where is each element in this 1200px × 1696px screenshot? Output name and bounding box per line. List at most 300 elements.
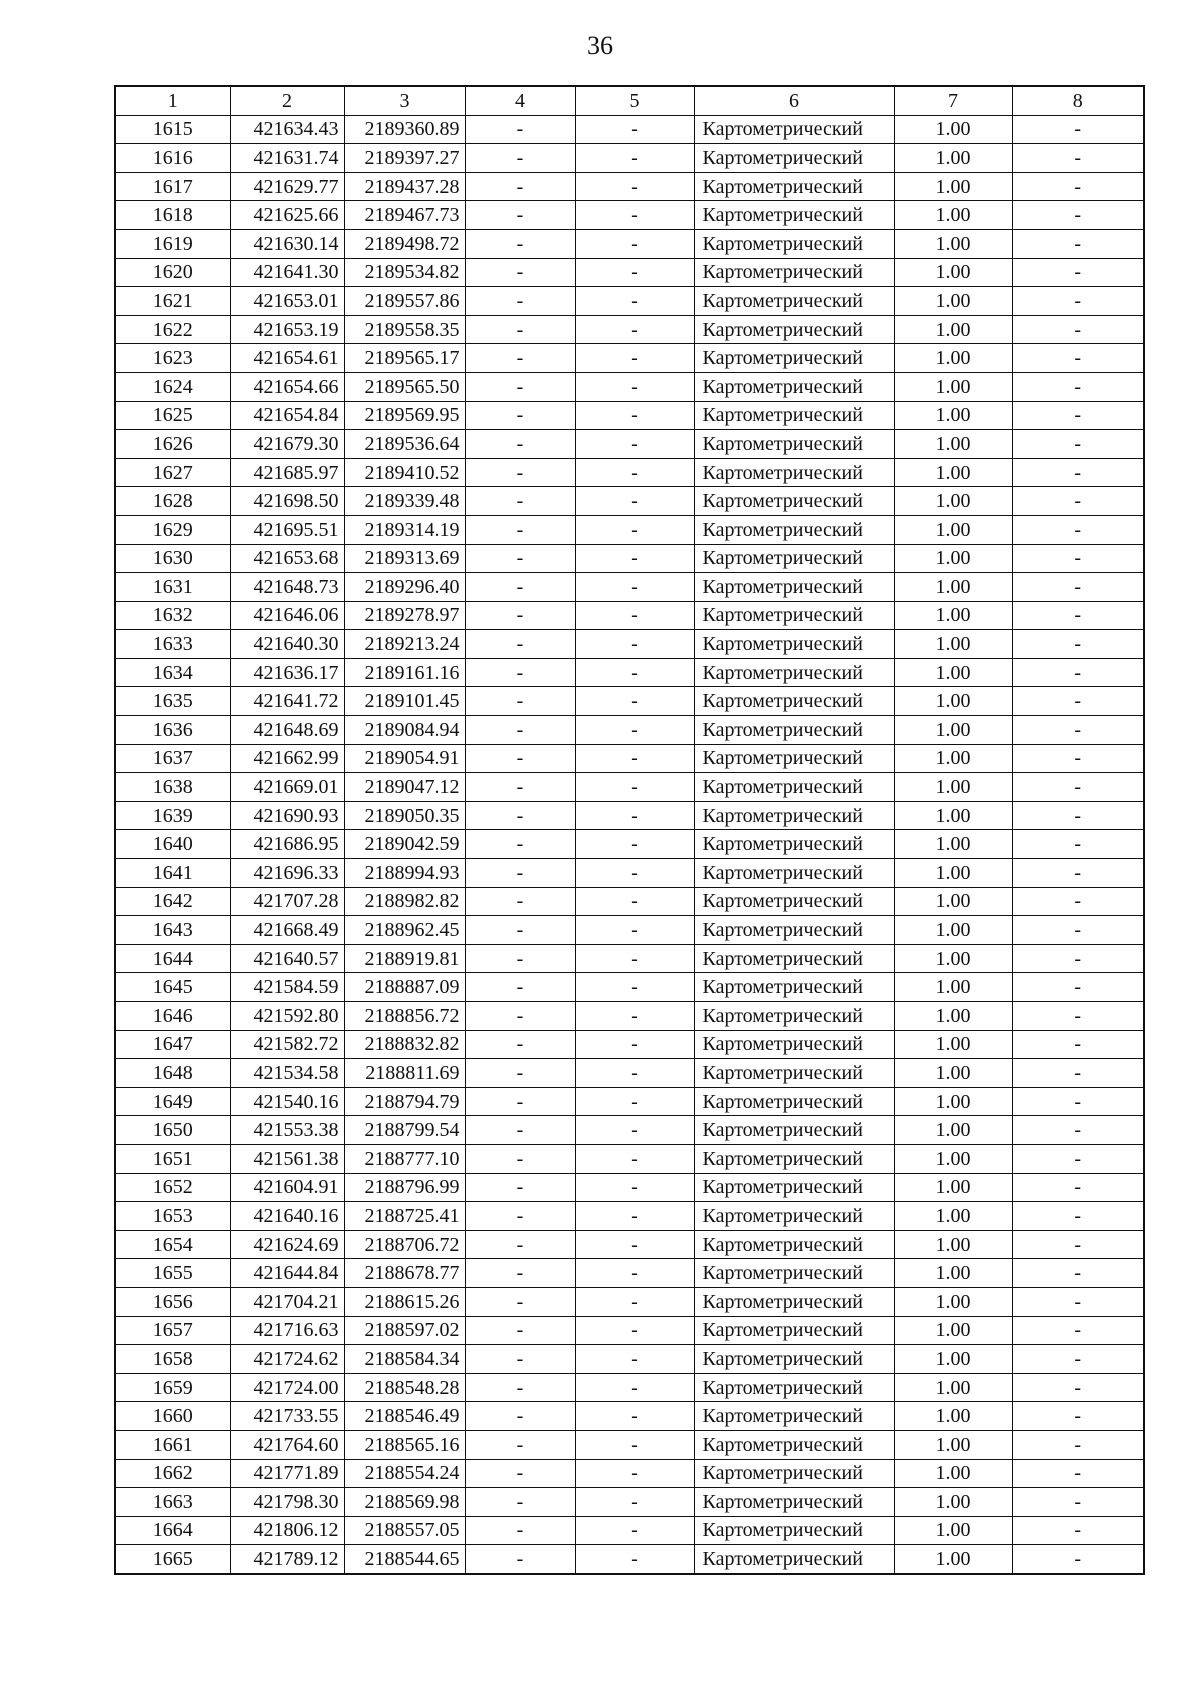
table-row [115,1059,1144,1088]
accuracy-cell: 1.00 [894,315,1012,344]
column-5-cell: - [575,1430,694,1459]
accuracy-cell: 1.00 [894,887,1012,916]
point-number-cell: 1637 [115,744,230,773]
table-row [115,1087,1144,1116]
x-coordinate-cell: 421789.12 [230,1545,344,1574]
table-row [115,1030,1144,1059]
table-row [115,1545,1144,1574]
column-5-cell: - [575,830,694,859]
method-cell: Картометрический [694,1173,894,1202]
page-number: 36 [587,31,613,60]
column-4-cell: - [465,315,575,344]
table-row [115,172,1144,201]
accuracy-cell: 1.00 [894,258,1012,287]
column-4-cell: - [465,773,575,802]
accuracy-cell: 1.00 [894,1116,1012,1145]
point-number-cell: 1631 [115,573,230,602]
point-number-cell: 1617 [115,172,230,201]
column-5-cell: - [575,515,694,544]
y-coordinate-cell: 2188706.72 [344,1230,465,1259]
column-4-cell: - [465,430,575,459]
column-4-cell: - [465,1430,575,1459]
accuracy-cell: 1.00 [894,630,1012,659]
column-8-cell: - [1012,544,1144,573]
accuracy-cell: 1.00 [894,859,1012,888]
column-4-cell: - [465,687,575,716]
table-row [115,1230,1144,1259]
column-8-cell: - [1012,1287,1144,1316]
point-number-cell: 1629 [115,515,230,544]
column-4-cell: - [465,1116,575,1145]
table-row [115,944,1144,973]
method-cell: Картометрический [694,1373,894,1402]
table-row [115,801,1144,830]
y-coordinate-cell: 2189042.59 [344,830,465,859]
y-coordinate-cell: 2188569.98 [344,1488,465,1517]
table-row [115,144,1144,173]
y-coordinate-cell: 2189278.97 [344,601,465,630]
x-coordinate-cell: 421540.16 [230,1087,344,1116]
column-8-cell: - [1012,1545,1144,1574]
point-number-cell: 1628 [115,487,230,516]
table-row [115,1259,1144,1288]
accuracy-cell: 1.00 [894,658,1012,687]
table-row [115,344,1144,373]
column-4-cell: - [465,458,575,487]
x-coordinate-cell: 421630.14 [230,229,344,258]
x-coordinate-cell: 421646.06 [230,601,344,630]
column-8-cell: - [1012,430,1144,459]
table-row [115,630,1144,659]
column-8-cell: - [1012,973,1144,1002]
point-number-cell: 1624 [115,372,230,401]
accuracy-cell: 1.00 [894,573,1012,602]
x-coordinate-cell: 421640.30 [230,630,344,659]
column-8-cell: - [1012,1516,1144,1545]
y-coordinate-cell: 2188544.65 [344,1545,465,1574]
method-cell: Картометрический [694,515,894,544]
table-row [115,916,1144,945]
table-row [115,515,1144,544]
y-coordinate-cell: 2189161.16 [344,658,465,687]
column-5-cell: - [575,1259,694,1288]
accuracy-cell: 1.00 [894,287,1012,316]
accuracy-cell: 1.00 [894,401,1012,430]
y-coordinate-cell: 2189534.82 [344,258,465,287]
x-coordinate-cell: 421582.72 [230,1030,344,1059]
column-4-cell: - [465,916,575,945]
y-coordinate-cell: 2189498.72 [344,229,465,258]
method-cell: Картометрический [694,1287,894,1316]
x-coordinate-cell: 421553.38 [230,1116,344,1145]
column-4-cell: - [465,1545,575,1574]
column-8-cell: - [1012,687,1144,716]
accuracy-cell: 1.00 [894,1059,1012,1088]
method-cell: Картометрический [694,144,894,173]
column-5-cell: - [575,315,694,344]
column-5-cell: - [575,630,694,659]
method-cell: Картометрический [694,487,894,516]
column-5-cell: - [575,944,694,973]
column-4-cell: - [465,1002,575,1031]
method-cell: Картометрический [694,1459,894,1488]
table-row [115,1459,1144,1488]
table-row [115,544,1144,573]
column-5-cell: - [575,1287,694,1316]
table-row [115,830,1144,859]
method-cell: Картометрический [694,1402,894,1431]
accuracy-cell: 1.00 [894,1373,1012,1402]
point-number-cell: 1646 [115,1002,230,1031]
column-5-cell: - [575,1545,694,1574]
point-number-cell: 1665 [115,1545,230,1574]
column-8-cell: - [1012,172,1144,201]
accuracy-cell: 1.00 [894,515,1012,544]
column-4-cell: - [465,1402,575,1431]
accuracy-cell: 1.00 [894,1345,1012,1374]
point-number-cell: 1650 [115,1116,230,1145]
column-5-cell: - [575,1402,694,1431]
accuracy-cell: 1.00 [894,744,1012,773]
point-number-cell: 1638 [115,773,230,802]
y-coordinate-cell: 2189569.95 [344,401,465,430]
column-5-cell: - [575,887,694,916]
point-number-cell: 1641 [115,859,230,888]
method-cell: Картометрический [694,1316,894,1345]
column-4-cell: - [465,744,575,773]
method-cell: Картометрический [694,973,894,1002]
x-coordinate-cell: 421662.99 [230,744,344,773]
accuracy-cell: 1.00 [894,944,1012,973]
column-5-cell: - [575,1059,694,1088]
column-4-cell: - [465,630,575,659]
column-header: 3 [344,86,465,115]
method-cell: Картометрический [694,916,894,945]
column-5-cell: - [575,201,694,230]
point-number-cell: 1660 [115,1402,230,1431]
column-5-cell: - [575,1173,694,1202]
column-8-cell: - [1012,773,1144,802]
point-number-cell: 1640 [115,830,230,859]
y-coordinate-cell: 2189047.12 [344,773,465,802]
column-4-cell: - [465,973,575,1002]
method-cell: Картометрический [694,801,894,830]
accuracy-cell: 1.00 [894,801,1012,830]
column-8-cell: - [1012,744,1144,773]
table-row [115,1202,1144,1231]
column-4-cell: - [465,544,575,573]
accuracy-cell: 1.00 [894,172,1012,201]
column-8-cell: - [1012,573,1144,602]
y-coordinate-cell: 2188548.28 [344,1373,465,1402]
column-8-cell: - [1012,658,1144,687]
x-coordinate-cell: 421733.55 [230,1402,344,1431]
accuracy-cell: 1.00 [894,344,1012,373]
accuracy-cell: 1.00 [894,830,1012,859]
accuracy-cell: 1.00 [894,1430,1012,1459]
method-cell: Картометрический [694,773,894,802]
accuracy-cell: 1.00 [894,1545,1012,1574]
column-8-cell: - [1012,916,1144,945]
y-coordinate-cell: 2189054.91 [344,744,465,773]
column-5-cell: - [575,372,694,401]
x-coordinate-cell: 421640.16 [230,1202,344,1231]
table-row [115,372,1144,401]
x-coordinate-cell: 421648.69 [230,716,344,745]
point-number-cell: 1623 [115,344,230,373]
table-row [115,1402,1144,1431]
table-header-row [115,86,1144,115]
x-coordinate-cell: 421724.62 [230,1345,344,1374]
table-row [115,1116,1144,1145]
point-number-cell: 1620 [115,258,230,287]
x-coordinate-cell: 421724.00 [230,1373,344,1402]
y-coordinate-cell: 2189565.50 [344,372,465,401]
column-5-cell: - [575,1116,694,1145]
y-coordinate-cell: 2188678.77 [344,1259,465,1288]
accuracy-cell: 1.00 [894,115,1012,144]
x-coordinate-cell: 421625.66 [230,201,344,230]
column-5-cell: - [575,1488,694,1517]
method-cell: Картометрический [694,658,894,687]
table-row [115,487,1144,516]
x-coordinate-cell: 421592.80 [230,1002,344,1031]
method-cell: Картометрический [694,687,894,716]
column-4-cell: - [465,887,575,916]
column-5-cell: - [575,401,694,430]
column-8-cell: - [1012,1116,1144,1145]
column-4-cell: - [465,1459,575,1488]
column-4-cell: - [465,944,575,973]
column-8-cell: - [1012,1059,1144,1088]
column-5-cell: - [575,172,694,201]
y-coordinate-cell: 2188557.05 [344,1516,465,1545]
column-4-cell: - [465,401,575,430]
column-8-cell: - [1012,372,1144,401]
table-row [115,773,1144,802]
column-8-cell: - [1012,344,1144,373]
x-coordinate-cell: 421641.30 [230,258,344,287]
column-8-cell: - [1012,630,1144,659]
column-5-cell: - [575,1087,694,1116]
accuracy-cell: 1.00 [894,773,1012,802]
method-cell: Картометрический [694,573,894,602]
column-5-cell: - [575,687,694,716]
column-4-cell: - [465,1287,575,1316]
column-8-cell: - [1012,1430,1144,1459]
accuracy-cell: 1.00 [894,1402,1012,1431]
column-header: 6 [694,86,894,115]
x-coordinate-cell: 421534.58 [230,1059,344,1088]
column-4-cell: - [465,1144,575,1173]
y-coordinate-cell: 2189084.94 [344,716,465,745]
point-number-cell: 1627 [115,458,230,487]
point-number-cell: 1634 [115,658,230,687]
y-coordinate-cell: 2188811.69 [344,1059,465,1088]
x-coordinate-cell: 421584.59 [230,973,344,1002]
method-cell: Картометрический [694,287,894,316]
column-4-cell: - [465,344,575,373]
x-coordinate-cell: 421653.68 [230,544,344,573]
method-cell: Картометрический [694,1545,894,1574]
column-5-cell: - [575,573,694,602]
y-coordinate-cell: 2189360.89 [344,115,465,144]
y-coordinate-cell: 2189296.40 [344,573,465,602]
table-row [115,601,1144,630]
method-cell: Картометрический [694,1059,894,1088]
x-coordinate-cell: 421631.74 [230,144,344,173]
point-number-cell: 1664 [115,1516,230,1545]
point-number-cell: 1661 [115,1430,230,1459]
column-4-cell: - [465,1373,575,1402]
column-8-cell: - [1012,1402,1144,1431]
table-row [115,687,1144,716]
y-coordinate-cell: 2188546.49 [344,1402,465,1431]
column-8-cell: - [1012,287,1144,316]
y-coordinate-cell: 2189565.17 [344,344,465,373]
column-8-cell: - [1012,115,1144,144]
table-row [115,1345,1144,1374]
table-row [115,401,1144,430]
accuracy-cell: 1.00 [894,1488,1012,1517]
column-4-cell: - [465,1087,575,1116]
method-cell: Картометрический [694,401,894,430]
point-number-cell: 1652 [115,1173,230,1202]
point-number-cell: 1625 [115,401,230,430]
y-coordinate-cell: 2189213.24 [344,630,465,659]
accuracy-cell: 1.00 [894,1259,1012,1288]
method-cell: Картометрический [694,1116,894,1145]
y-coordinate-cell: 2188982.82 [344,887,465,916]
x-coordinate-cell: 421686.95 [230,830,344,859]
method-cell: Картометрический [694,716,894,745]
y-coordinate-cell: 2189557.86 [344,287,465,316]
x-coordinate-cell: 421561.38 [230,1144,344,1173]
accuracy-cell: 1.00 [894,487,1012,516]
column-4-cell: - [465,1059,575,1088]
accuracy-cell: 1.00 [894,430,1012,459]
column-5-cell: - [575,344,694,373]
point-number-cell: 1644 [115,944,230,973]
column-8-cell: - [1012,1230,1144,1259]
accuracy-cell: 1.00 [894,201,1012,230]
column-4-cell: - [465,1488,575,1517]
table-row [115,1373,1144,1402]
column-4-cell: - [465,258,575,287]
y-coordinate-cell: 2189558.35 [344,315,465,344]
accuracy-cell: 1.00 [894,1087,1012,1116]
y-coordinate-cell: 2188799.54 [344,1116,465,1145]
accuracy-cell: 1.00 [894,1459,1012,1488]
column-5-cell: - [575,1373,694,1402]
table-row [115,716,1144,745]
point-number-cell: 1632 [115,601,230,630]
method-cell: Картометрический [694,258,894,287]
point-number-cell: 1651 [115,1144,230,1173]
point-number-cell: 1621 [115,287,230,316]
column-5-cell: - [575,859,694,888]
column-8-cell: - [1012,201,1144,230]
column-4-cell: - [465,830,575,859]
column-4-cell: - [465,801,575,830]
column-5-cell: - [575,658,694,687]
column-4-cell: - [465,1259,575,1288]
point-number-cell: 1655 [115,1259,230,1288]
accuracy-cell: 1.00 [894,372,1012,401]
x-coordinate-cell: 421704.21 [230,1287,344,1316]
table-row [115,1516,1144,1545]
table-row [115,973,1144,1002]
column-header: 1 [115,86,230,115]
table-row [115,201,1144,230]
column-8-cell: - [1012,315,1144,344]
accuracy-cell: 1.00 [894,1516,1012,1545]
point-number-cell: 1656 [115,1287,230,1316]
point-number-cell: 1647 [115,1030,230,1059]
y-coordinate-cell: 2188584.34 [344,1345,465,1374]
method-cell: Картометрический [694,344,894,373]
column-4-cell: - [465,172,575,201]
point-number-cell: 1639 [115,801,230,830]
accuracy-cell: 1.00 [894,229,1012,258]
accuracy-cell: 1.00 [894,1030,1012,1059]
accuracy-cell: 1.00 [894,1144,1012,1173]
column-8-cell: - [1012,1030,1144,1059]
column-header: 5 [575,86,694,115]
point-number-cell: 1618 [115,201,230,230]
column-4-cell: - [465,1345,575,1374]
column-5-cell: - [575,716,694,745]
table-row [115,458,1144,487]
x-coordinate-cell: 421707.28 [230,887,344,916]
point-number-cell: 1653 [115,1202,230,1231]
point-number-cell: 1626 [115,430,230,459]
x-coordinate-cell: 421653.19 [230,315,344,344]
y-coordinate-cell: 2188777.10 [344,1144,465,1173]
x-coordinate-cell: 421798.30 [230,1488,344,1517]
column-8-cell: - [1012,1316,1144,1345]
column-8-cell: - [1012,716,1144,745]
table-row [115,573,1144,602]
method-cell: Картометрический [694,1488,894,1517]
table-row [115,859,1144,888]
column-4-cell: - [465,716,575,745]
point-number-cell: 1659 [115,1373,230,1402]
column-5-cell: - [575,1230,694,1259]
column-4-cell: - [465,658,575,687]
column-4-cell: - [465,601,575,630]
column-5-cell: - [575,601,694,630]
column-4-cell: - [465,1173,575,1202]
column-8-cell: - [1012,887,1144,916]
column-5-cell: - [575,287,694,316]
point-number-cell: 1619 [115,229,230,258]
column-header: 8 [1012,86,1144,115]
accuracy-cell: 1.00 [894,1316,1012,1345]
point-number-cell: 1622 [115,315,230,344]
accuracy-cell: 1.00 [894,1202,1012,1231]
point-number-cell: 1630 [115,544,230,573]
x-coordinate-cell: 421654.66 [230,372,344,401]
x-coordinate-cell: 421640.57 [230,944,344,973]
method-cell: Картометрический [694,1002,894,1031]
column-4-cell: - [465,144,575,173]
point-number-cell: 1643 [115,916,230,945]
method-cell: Картометрический [694,1345,894,1374]
table-row [115,430,1144,459]
column-header: 4 [465,86,575,115]
method-cell: Картометрический [694,830,894,859]
